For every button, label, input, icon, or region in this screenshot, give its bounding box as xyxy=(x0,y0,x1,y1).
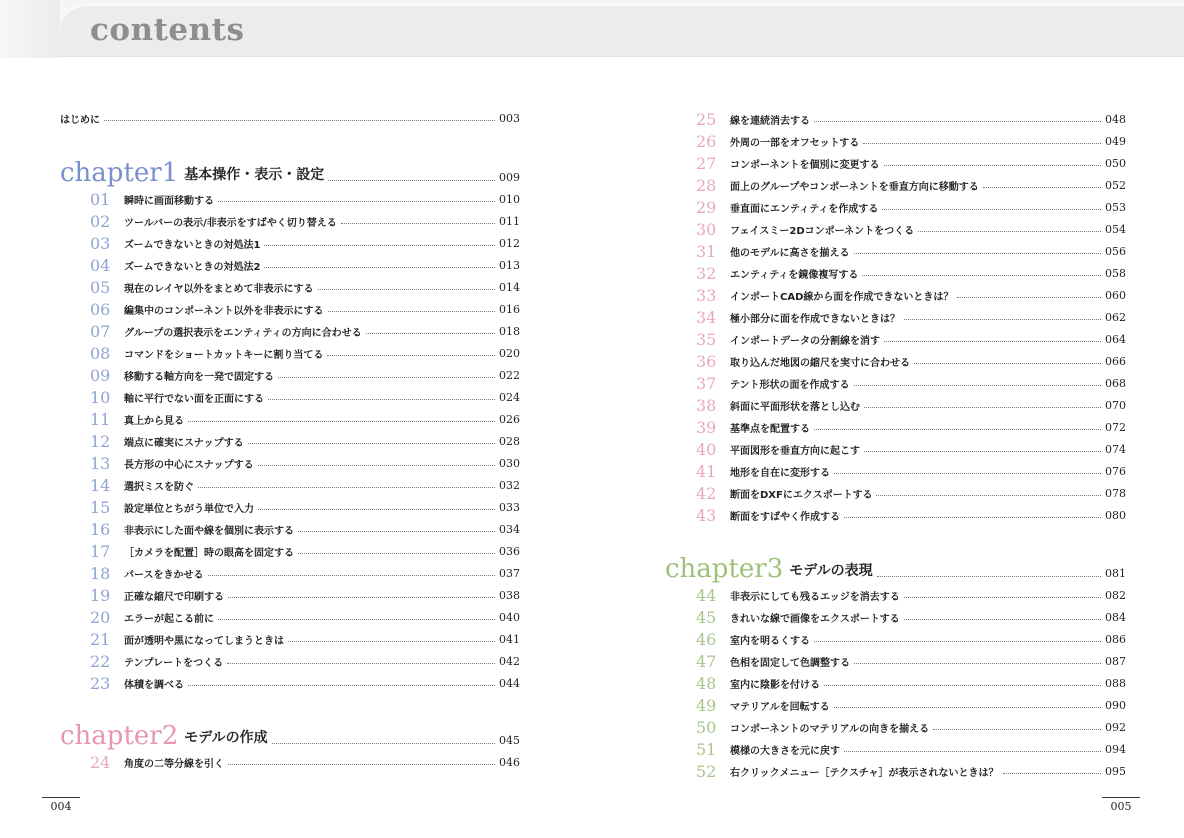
toc-item-row xyxy=(696,673,1126,693)
toc-item-row xyxy=(90,629,520,649)
toc-item-row xyxy=(696,285,1126,305)
leader-dots xyxy=(366,333,495,334)
item-number: 32 xyxy=(696,263,717,283)
item-label: コンポーネントのマテリアルの向きを揃える xyxy=(730,723,930,735)
toc-item-row xyxy=(696,695,1126,715)
leader-dots xyxy=(258,465,495,466)
item-number: 01 xyxy=(90,189,111,209)
item-number: 42 xyxy=(696,483,717,503)
toc-item-row xyxy=(90,409,520,429)
item-page: 054 xyxy=(1105,222,1126,236)
item-label: 非表示にしても残るエッジを消去する xyxy=(730,591,900,603)
item-number: 18 xyxy=(90,563,111,583)
item-number: 37 xyxy=(696,373,717,393)
toc-item-row xyxy=(696,109,1126,129)
leader-dots xyxy=(914,363,1101,364)
item-label: 端点に確実にスナップする xyxy=(124,437,244,449)
item-label: 基準点を配置する xyxy=(730,423,810,435)
item-label: コマンドをショートカットキーに割り当てる xyxy=(124,349,324,361)
item-number: 45 xyxy=(696,607,717,627)
toc-intro-label: はじめに xyxy=(60,114,100,126)
leader-dots xyxy=(854,253,1102,254)
toc-item-row xyxy=(90,255,520,275)
header-band xyxy=(0,0,1184,58)
leader-dots xyxy=(228,764,495,765)
item-label: 外周の一部をオフセットする xyxy=(730,137,860,149)
leader-dots xyxy=(854,663,1101,664)
item-number: 08 xyxy=(90,343,111,363)
item-page: 052 xyxy=(1105,178,1126,192)
leader-dots xyxy=(877,576,1101,577)
item-number: 43 xyxy=(696,505,717,525)
item-page: 020 xyxy=(499,346,520,360)
leader-dots xyxy=(218,619,495,620)
chapter-word: chapter3 xyxy=(665,554,784,584)
item-page: 082 xyxy=(1105,588,1126,602)
item-page: 068 xyxy=(1105,376,1126,390)
leader-dots xyxy=(104,120,495,121)
chapter-heading-2 xyxy=(60,715,520,749)
leader-dots xyxy=(227,663,495,664)
item-label: ズームできないときの対処法1 xyxy=(124,239,261,251)
item-label: 現在のレイヤ以外をまとめて非表示にする xyxy=(124,283,314,295)
toc-item-row xyxy=(696,329,1126,349)
item-number: 41 xyxy=(696,461,717,481)
leader-dots xyxy=(258,509,495,510)
item-page: 066 xyxy=(1105,354,1126,368)
item-label: 面が透明や黒になってしまうときは xyxy=(124,635,284,647)
leader-dots xyxy=(844,517,1101,518)
item-label: 角度の二等分線を引く xyxy=(124,758,224,770)
item-label: インポートCAD線から面を作成できないときは？ xyxy=(730,291,954,303)
item-number: 30 xyxy=(696,219,717,239)
leader-dots xyxy=(884,165,1102,166)
item-number: 10 xyxy=(90,387,111,407)
leader-dots xyxy=(863,143,1101,144)
item-number: 34 xyxy=(696,307,717,327)
item-label: 室内を明るくする xyxy=(730,635,810,647)
item-label: 垂直面にエンティティを作成する xyxy=(730,203,879,215)
item-label: 軸に平行でない面を正面にする xyxy=(124,393,264,405)
item-label: エンティティを鏡像複写する xyxy=(730,269,859,281)
item-page: 087 xyxy=(1105,654,1126,668)
leader-dots xyxy=(208,575,496,576)
item-number: 15 xyxy=(90,497,111,517)
item-number: 02 xyxy=(90,211,111,231)
item-page: 044 xyxy=(499,676,520,690)
toc-item-row xyxy=(90,607,520,627)
item-page: 056 xyxy=(1105,244,1126,258)
toc-item-row xyxy=(90,651,520,671)
item-number: 36 xyxy=(696,351,717,371)
item-label: 断面をすばやく作成する xyxy=(730,511,840,523)
leader-dots xyxy=(983,187,1101,188)
toc-item-row xyxy=(696,417,1126,437)
item-page: 072 xyxy=(1105,420,1126,434)
item-page: 028 xyxy=(499,434,520,448)
toc-item-row xyxy=(90,343,520,363)
item-label: 体積を調べる xyxy=(124,679,184,691)
toc-item-row xyxy=(90,211,520,231)
item-number: 14 xyxy=(90,475,111,495)
item-page: 032 xyxy=(499,478,520,492)
item-number: 47 xyxy=(696,651,717,671)
toc-item-row xyxy=(696,717,1126,737)
leader-dots xyxy=(248,443,495,444)
chapter-page: 045 xyxy=(499,734,520,747)
item-number: 26 xyxy=(696,131,717,151)
leader-dots xyxy=(328,180,495,181)
leader-dots xyxy=(904,319,1101,320)
item-label: テンプレートをつくる xyxy=(124,657,224,669)
leader-dots xyxy=(298,531,495,532)
item-number: 38 xyxy=(696,395,717,415)
toc-item-row xyxy=(696,197,1126,217)
item-number: 52 xyxy=(696,761,717,781)
toc-item-row xyxy=(90,563,520,583)
item-label: 地形を自在に変形する xyxy=(730,467,830,479)
item-number: 03 xyxy=(90,233,111,253)
leader-dots xyxy=(876,495,1101,496)
leader-dots xyxy=(327,355,495,356)
toc-item-row xyxy=(90,431,520,451)
toc-item-row xyxy=(90,299,520,319)
item-number: 16 xyxy=(90,519,111,539)
item-number: 50 xyxy=(696,717,717,737)
toc-item-row xyxy=(90,519,520,539)
item-label: エラーが起こる前に xyxy=(124,613,214,625)
item-label: 編集中のコンポーネント以外を非表示にする xyxy=(124,305,324,317)
item-page: 058 xyxy=(1105,266,1126,280)
item-number: 29 xyxy=(696,197,717,217)
toc-item-row xyxy=(696,439,1126,459)
toc-item-row xyxy=(696,607,1126,627)
toc-item-row xyxy=(696,629,1126,649)
item-number: 44 xyxy=(696,585,717,605)
item-label: 線を連続消去する xyxy=(730,115,810,127)
item-page: 037 xyxy=(499,566,520,580)
item-page: 038 xyxy=(499,588,520,602)
item-page: 040 xyxy=(499,610,520,624)
item-number: 51 xyxy=(696,739,717,759)
leader-dots xyxy=(318,289,496,290)
item-number: 04 xyxy=(90,255,111,275)
item-page: 048 xyxy=(1105,112,1126,126)
leader-dots xyxy=(864,451,1101,452)
item-label: ズームできないときの対処法2 xyxy=(124,261,261,273)
item-number: 22 xyxy=(90,651,111,671)
leader-dots xyxy=(188,421,495,422)
item-number: 06 xyxy=(90,299,111,319)
item-page: 026 xyxy=(499,412,520,426)
item-page: 049 xyxy=(1105,134,1126,148)
item-number: 20 xyxy=(90,607,111,627)
chapter-word: chapter1 xyxy=(60,158,179,188)
toc-item-row xyxy=(90,541,520,561)
item-page: 064 xyxy=(1105,332,1126,346)
item-page: 018 xyxy=(499,324,520,338)
leader-dots xyxy=(824,685,1101,686)
item-label: 移動する軸方向を一発で固定する xyxy=(124,371,274,383)
leader-dots xyxy=(834,473,1101,474)
item-page: 086 xyxy=(1105,632,1126,646)
toc-item-row xyxy=(90,387,520,407)
leader-dots xyxy=(844,751,1101,752)
toc-item-row xyxy=(696,461,1126,481)
toc-item-row xyxy=(90,233,520,253)
leader-dots xyxy=(904,619,1101,620)
toc-item-row xyxy=(696,395,1126,415)
item-label: 取り込んだ地図の縮尺を実寸に合わせる xyxy=(730,357,910,369)
leader-dots xyxy=(278,377,495,378)
chapter-title: モデルの表現 xyxy=(789,563,873,579)
leader-dots xyxy=(288,641,495,642)
item-label: マテリアルを回転する xyxy=(730,701,830,713)
item-page: 078 xyxy=(1105,486,1126,500)
item-page: 042 xyxy=(499,654,520,668)
item-page: 034 xyxy=(499,522,520,536)
toc-item-row xyxy=(90,189,520,209)
toc-item-row xyxy=(696,351,1126,371)
toc-intro-page: 003 xyxy=(499,111,520,125)
item-page: 053 xyxy=(1105,200,1126,214)
item-label: テント形状の面を作成する xyxy=(730,379,850,391)
item-page: 070 xyxy=(1105,398,1126,412)
leader-dots xyxy=(814,121,1101,122)
folio-left: 004 xyxy=(42,797,80,813)
leader-dots xyxy=(957,297,1101,298)
item-number: 13 xyxy=(90,453,111,473)
toc-item-row xyxy=(90,497,520,517)
leader-dots xyxy=(188,685,495,686)
leader-dots xyxy=(341,223,495,224)
toc-item-row xyxy=(696,483,1126,503)
toc-item-row xyxy=(696,219,1126,239)
item-label: 選択ミスを防ぐ xyxy=(124,481,194,493)
toc-item-row xyxy=(696,739,1126,759)
leader-dots xyxy=(298,553,495,554)
header-tab-edge xyxy=(0,0,60,58)
toc-item-row xyxy=(696,373,1126,393)
leader-dots xyxy=(904,597,1101,598)
item-number: 39 xyxy=(696,417,717,437)
chapter-heading-1 xyxy=(60,152,520,186)
toc-intro-row xyxy=(60,108,520,128)
item-page: 060 xyxy=(1105,288,1126,302)
item-page: 022 xyxy=(499,368,520,382)
leader-dots xyxy=(834,707,1101,708)
item-page: 092 xyxy=(1105,720,1126,734)
item-number: 33 xyxy=(696,285,717,305)
item-page: 041 xyxy=(499,632,520,646)
toc-item-row xyxy=(696,263,1126,283)
item-label: 室内に陰影を付ける xyxy=(730,679,820,691)
item-number: 11 xyxy=(90,409,111,429)
leader-dots xyxy=(862,275,1101,276)
item-page: 013 xyxy=(499,258,520,272)
item-label: フェイスミー2Dコンポーネントをつくる xyxy=(730,225,915,237)
item-page: 024 xyxy=(499,390,520,404)
leader-dots xyxy=(884,341,1101,342)
item-label: 非表示にした面や線を個別に表示する xyxy=(124,525,294,537)
item-label: 正確な縮尺で印刷する xyxy=(124,591,224,603)
item-number: 46 xyxy=(696,629,717,649)
toc-item-row xyxy=(90,475,520,495)
item-page: 016 xyxy=(499,302,520,316)
chapter-heading-3 xyxy=(665,548,1126,582)
item-page: 095 xyxy=(1105,764,1126,778)
item-label: コンポーネントを個別に変更する xyxy=(730,159,880,171)
toc-item-row xyxy=(90,752,520,772)
item-label: 真上から見る xyxy=(124,415,184,427)
toc-item-row xyxy=(696,651,1126,671)
item-number: 49 xyxy=(696,695,717,715)
item-number: 09 xyxy=(90,365,111,385)
leader-dots xyxy=(264,267,495,268)
leader-dots xyxy=(814,429,1101,430)
toc-item-row xyxy=(90,673,520,693)
toc-item-row xyxy=(696,175,1126,195)
item-label: 断面をDXFにエクスポートする xyxy=(730,489,873,501)
item-label: 右クリックメニュー［テクスチャ］が表示されないときは？ xyxy=(730,767,999,779)
item-number: 40 xyxy=(696,439,717,459)
leader-dots xyxy=(864,407,1101,408)
toc-item-row xyxy=(696,761,1126,781)
item-number: 07 xyxy=(90,321,111,341)
item-number: 23 xyxy=(90,673,111,693)
item-label: 面上のグループやコンポーネントを垂直方向に移動する xyxy=(730,181,979,193)
item-label: 平面図形を垂直方向に起こす xyxy=(730,445,860,457)
item-page: 094 xyxy=(1105,742,1126,756)
leader-dots xyxy=(918,231,1101,232)
toc-item-row xyxy=(90,365,520,385)
item-number: 12 xyxy=(90,431,111,451)
item-number: 28 xyxy=(696,175,717,195)
folio-right: 005 xyxy=(1102,797,1140,813)
chapter-page: 081 xyxy=(1105,567,1126,580)
item-label: 色相を固定して色調整する xyxy=(730,657,850,669)
toc-item-row xyxy=(696,131,1126,151)
toc-item-row xyxy=(90,321,520,341)
toc-item-row xyxy=(696,153,1126,173)
leader-dots xyxy=(854,385,1102,386)
chapter-page: 009 xyxy=(499,171,520,184)
item-number: 17 xyxy=(90,541,111,561)
item-number: 48 xyxy=(696,673,717,693)
item-number: 27 xyxy=(696,153,717,173)
item-page: 074 xyxy=(1105,442,1126,456)
item-page: 080 xyxy=(1105,508,1126,522)
item-label: 長方形の中心にスナップする xyxy=(124,459,254,471)
item-page: 050 xyxy=(1105,156,1126,170)
toc-item-row xyxy=(90,585,520,605)
item-number: 05 xyxy=(90,277,111,297)
leader-dots xyxy=(328,311,496,312)
toc-item-row xyxy=(90,453,520,473)
page-title: contents xyxy=(90,12,245,48)
toc-item-row xyxy=(696,307,1126,327)
leader-dots xyxy=(218,201,495,202)
item-page: 062 xyxy=(1105,310,1126,324)
item-label: 模様の大きさを元に戻す xyxy=(730,745,840,757)
item-page: 076 xyxy=(1105,464,1126,478)
leader-dots xyxy=(228,597,495,598)
leader-dots xyxy=(1003,773,1102,774)
item-label: パースをきかせる xyxy=(124,569,204,581)
leader-dots xyxy=(933,729,1101,730)
leader-dots xyxy=(198,487,495,488)
chapter-title: 基本操作・表示・設定 xyxy=(184,167,325,183)
item-label: グループの選択表示をエンティティの方向に合わせる xyxy=(124,327,362,339)
item-label: ツールバーの表示/非表示をすばやく切り替える xyxy=(124,217,337,229)
item-number: 25 xyxy=(696,109,717,129)
leader-dots xyxy=(814,641,1101,642)
item-page: 014 xyxy=(499,280,520,294)
item-page: 088 xyxy=(1105,676,1126,690)
toc-item-row xyxy=(696,585,1126,605)
chapter-title: モデルの作成 xyxy=(184,730,268,746)
item-number: 31 xyxy=(696,241,717,261)
leader-dots xyxy=(272,743,495,744)
item-label: 極小部分に面を作成できないときは？ xyxy=(730,313,900,325)
item-label: きれいな線で画像をエクスポートする xyxy=(730,613,900,625)
item-label: 斜面に平面形状を落とし込む xyxy=(730,401,860,413)
toc-item-row xyxy=(90,277,520,297)
item-page: 090 xyxy=(1105,698,1126,712)
item-number: 19 xyxy=(90,585,111,605)
item-label: 他のモデルに高さを揃える xyxy=(730,247,850,259)
item-label: 瞬時に画面移動する xyxy=(124,195,214,207)
item-page: 033 xyxy=(499,500,520,514)
chapter-word: chapter2 xyxy=(60,721,179,751)
item-label: インポートデータの分割線を消す xyxy=(730,335,880,347)
item-label: ［カメラを配置］時の眼高を固定する xyxy=(124,547,294,559)
item-number: 35 xyxy=(696,329,717,349)
item-page: 046 xyxy=(499,755,520,769)
item-page: 011 xyxy=(499,214,520,228)
item-page: 012 xyxy=(499,236,520,250)
item-label: 設定単位とちがう単位で入力 xyxy=(124,503,254,515)
item-page: 030 xyxy=(499,456,520,470)
item-page: 010 xyxy=(499,192,520,206)
leader-dots xyxy=(264,245,495,246)
leader-dots xyxy=(882,209,1101,210)
item-number: 21 xyxy=(90,629,111,649)
item-page: 084 xyxy=(1105,610,1126,624)
item-number: 24 xyxy=(90,752,111,772)
toc-item-row xyxy=(696,505,1126,525)
toc-item-row xyxy=(696,241,1126,261)
leader-dots xyxy=(268,399,495,400)
item-page: 036 xyxy=(499,544,520,558)
